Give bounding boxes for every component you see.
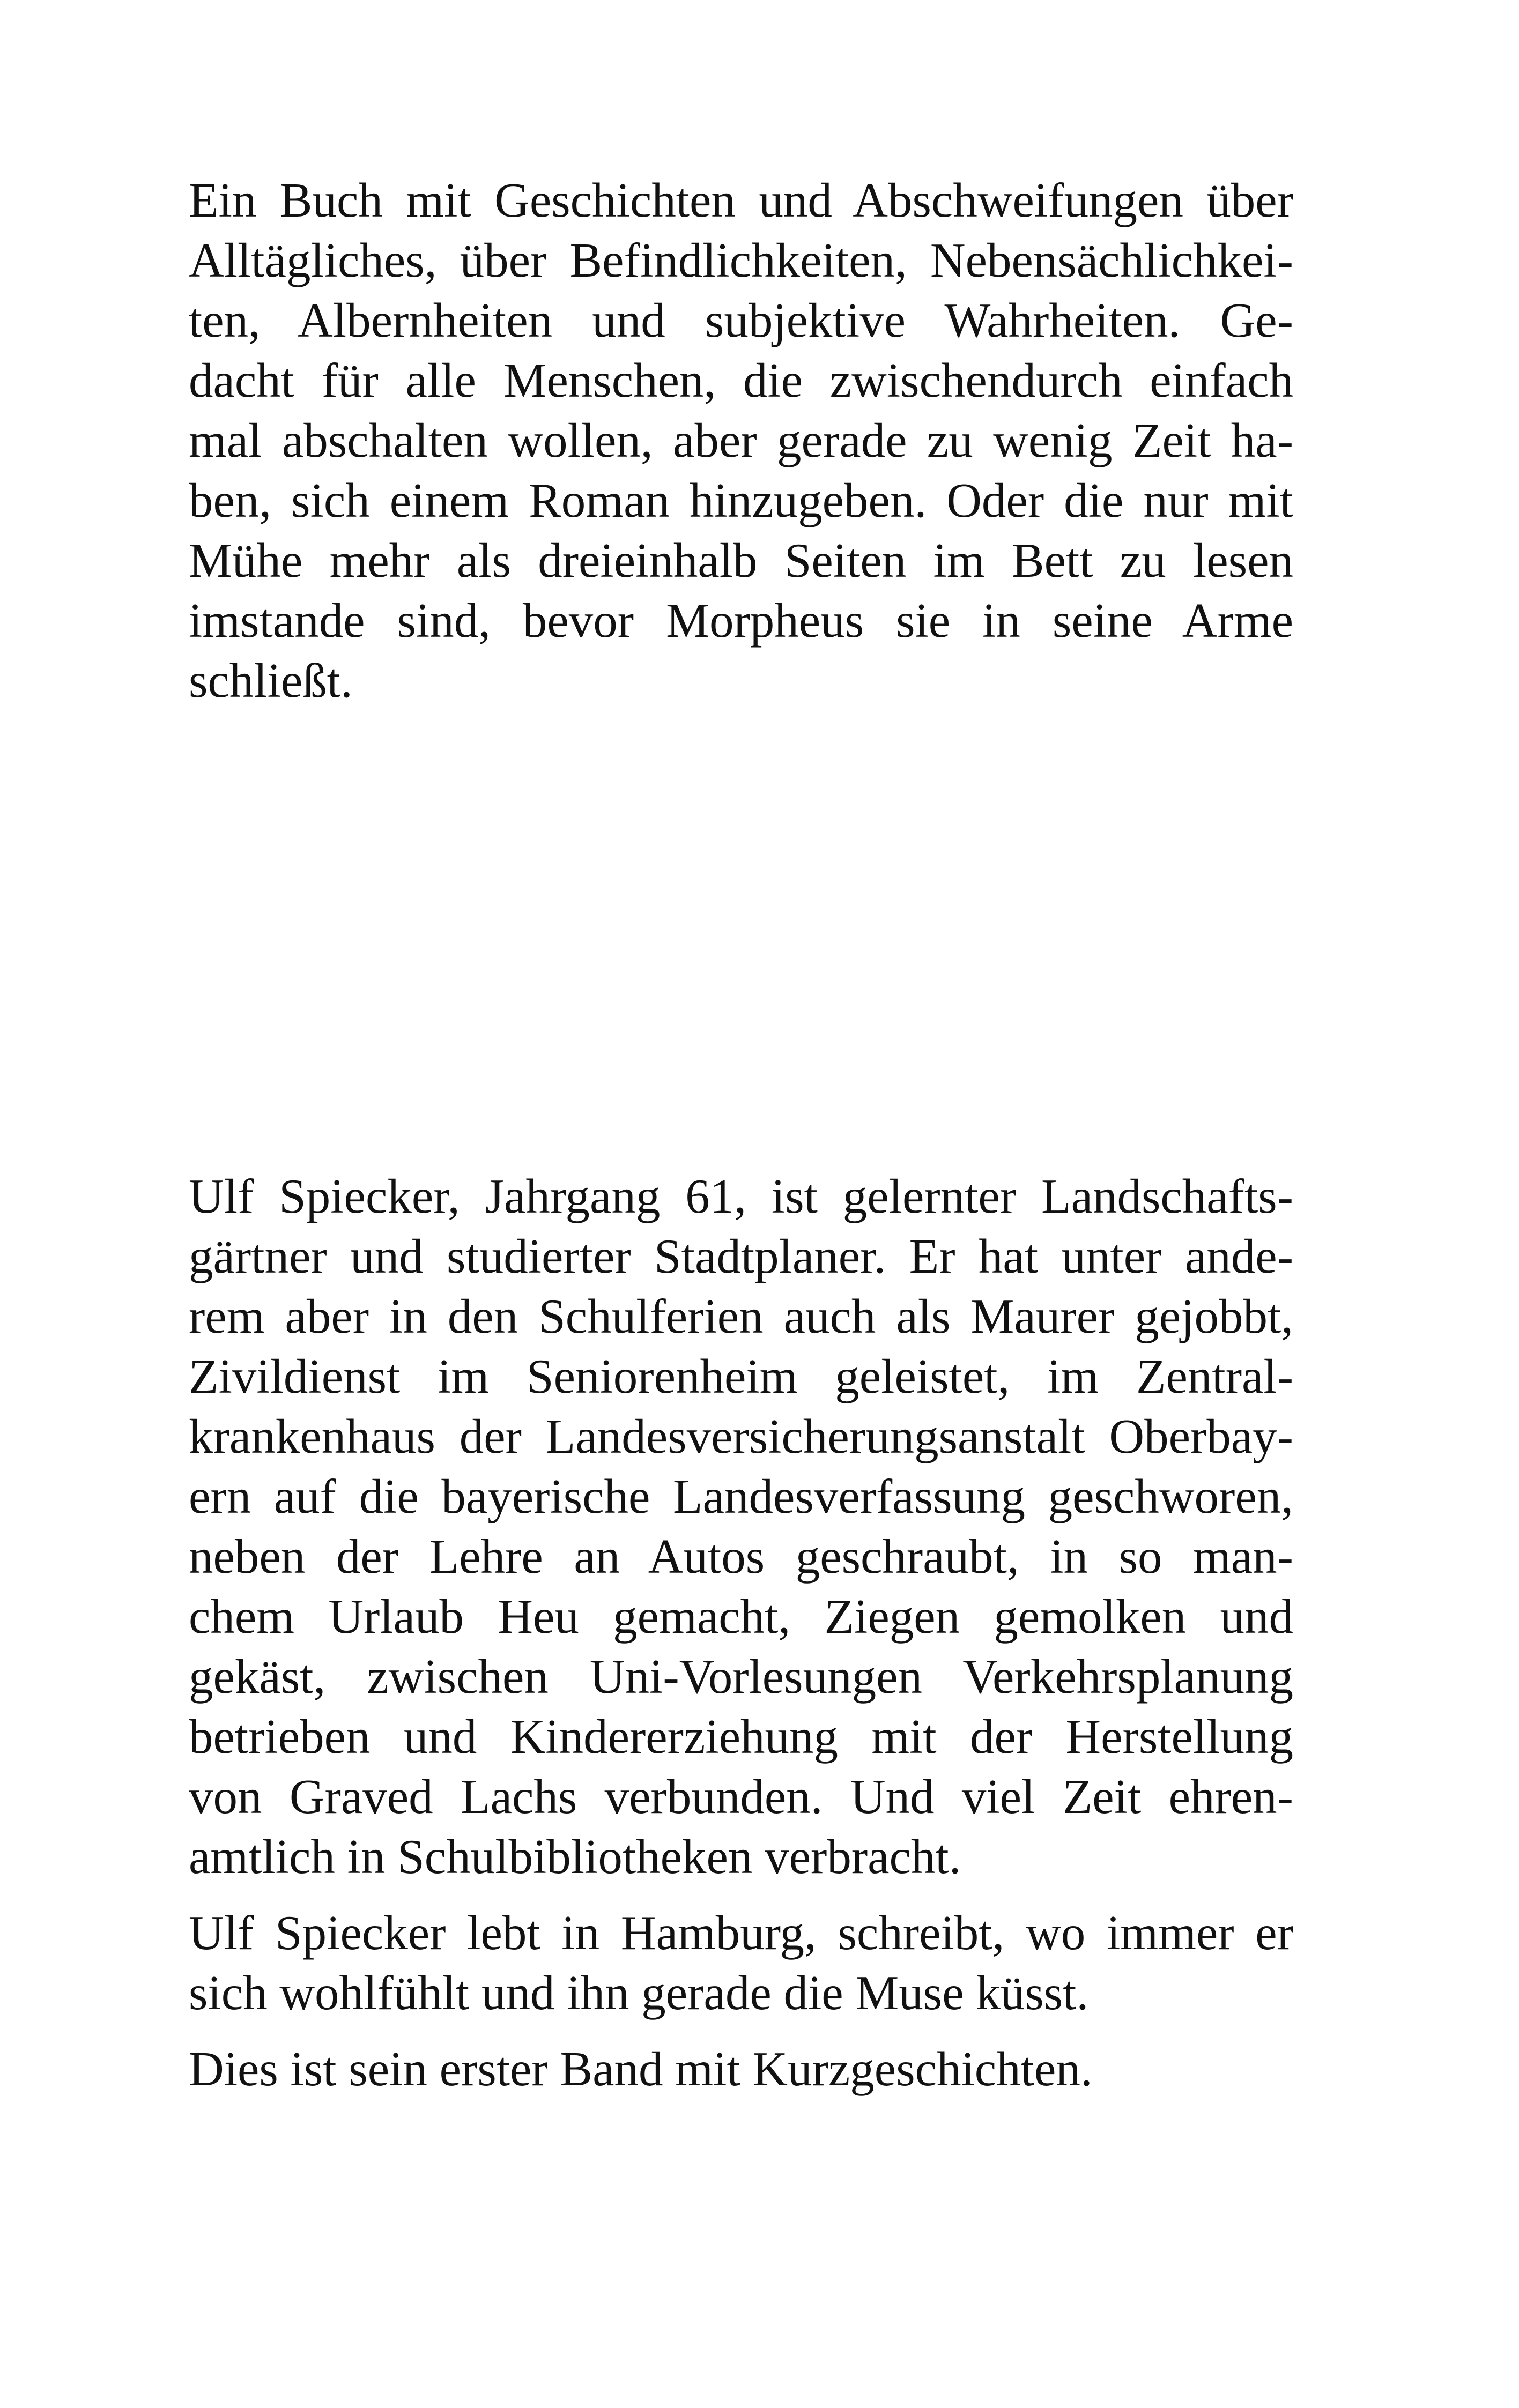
author-bio bbox=[189, 1166, 1293, 2115]
bio-line: rem aber in den Schulferien auch als Maurer gejobbt, bbox=[189, 1289, 1293, 1343]
blurb-line: imstande sind, bevor Morpheus sie in seine Arme bbox=[189, 593, 1293, 648]
blurb-line: Alltägliches, über Befindlichkeiten, Nebensächlichkei- bbox=[189, 233, 1293, 287]
blurb-line: ben, sich einem Roman hinzugeben. Oder die nur mit bbox=[189, 473, 1293, 527]
bio-paragraph-residence bbox=[189, 1903, 1293, 2023]
bio-line: Dies ist sein erster Band mit Kurzgeschichten. bbox=[189, 2042, 1093, 2096]
bio-line: krankenhaus der Landesversicherungsanstalt Oberbay- bbox=[189, 1409, 1293, 1463]
book-blurb bbox=[189, 170, 1293, 727]
bio-line: amtlich in Schulbibliotheken verbracht. bbox=[189, 1830, 961, 1884]
bio-line: neben der Lehre an Autos geschraubt, in so man- bbox=[189, 1529, 1293, 1584]
blurb-line: ten, Albernheiten und subjektive Wahrheiten. Ge- bbox=[189, 293, 1293, 347]
bio-line: sich wohlfühlt und ihn gerade die Muse küsst. bbox=[189, 1966, 1089, 2020]
bio-line: Ulf Spiecker lebt in Hamburg, schreibt, wo immer er bbox=[189, 1906, 1293, 1960]
bio-paragraph-first-volume bbox=[189, 2039, 1293, 2099]
blurb-line: Mühe mehr als dreieinhalb Seiten im Bett zu lesen bbox=[189, 533, 1293, 588]
bio-line: gekäst, zwischen Uni-Vorlesungen Verkehrsplanung bbox=[189, 1649, 1293, 1704]
blurb-line: mal abschalten wollen, aber gerade zu wenig Zeit ha- bbox=[189, 413, 1293, 467]
bio-line: gärtner und studierter Stadtplaner. Er hat unter ande- bbox=[189, 1229, 1293, 1283]
bio-line: ern auf die bayerische Landesverfassung geschworen, bbox=[189, 1469, 1293, 1523]
bio-line: Ulf Spiecker, Jahrgang 61, ist gelernter Landschafts- bbox=[189, 1169, 1293, 1223]
bio-line: chem Urlaub Heu gemacht, Ziegen gemolken und bbox=[189, 1589, 1293, 1644]
blurb-paragraph bbox=[189, 170, 1293, 711]
bio-line: betrieben und Kindererziehung mit der Herstellung bbox=[189, 1710, 1293, 1764]
blurb-line: dacht für alle Menschen, die zwischendurch einfach bbox=[189, 353, 1293, 407]
blurb-line: Ein Buch mit Geschichten und Abschweifungen über bbox=[189, 173, 1293, 227]
bio-paragraph-career bbox=[189, 1166, 1293, 1887]
bio-line: Zivildienst im Seniorenheim geleistet, im Zentral- bbox=[189, 1349, 1293, 1403]
blurb-line: schließt. bbox=[189, 653, 353, 708]
bio-line: von Graved Lachs verbunden. Und viel Zeit ehren- bbox=[189, 1770, 1293, 1824]
